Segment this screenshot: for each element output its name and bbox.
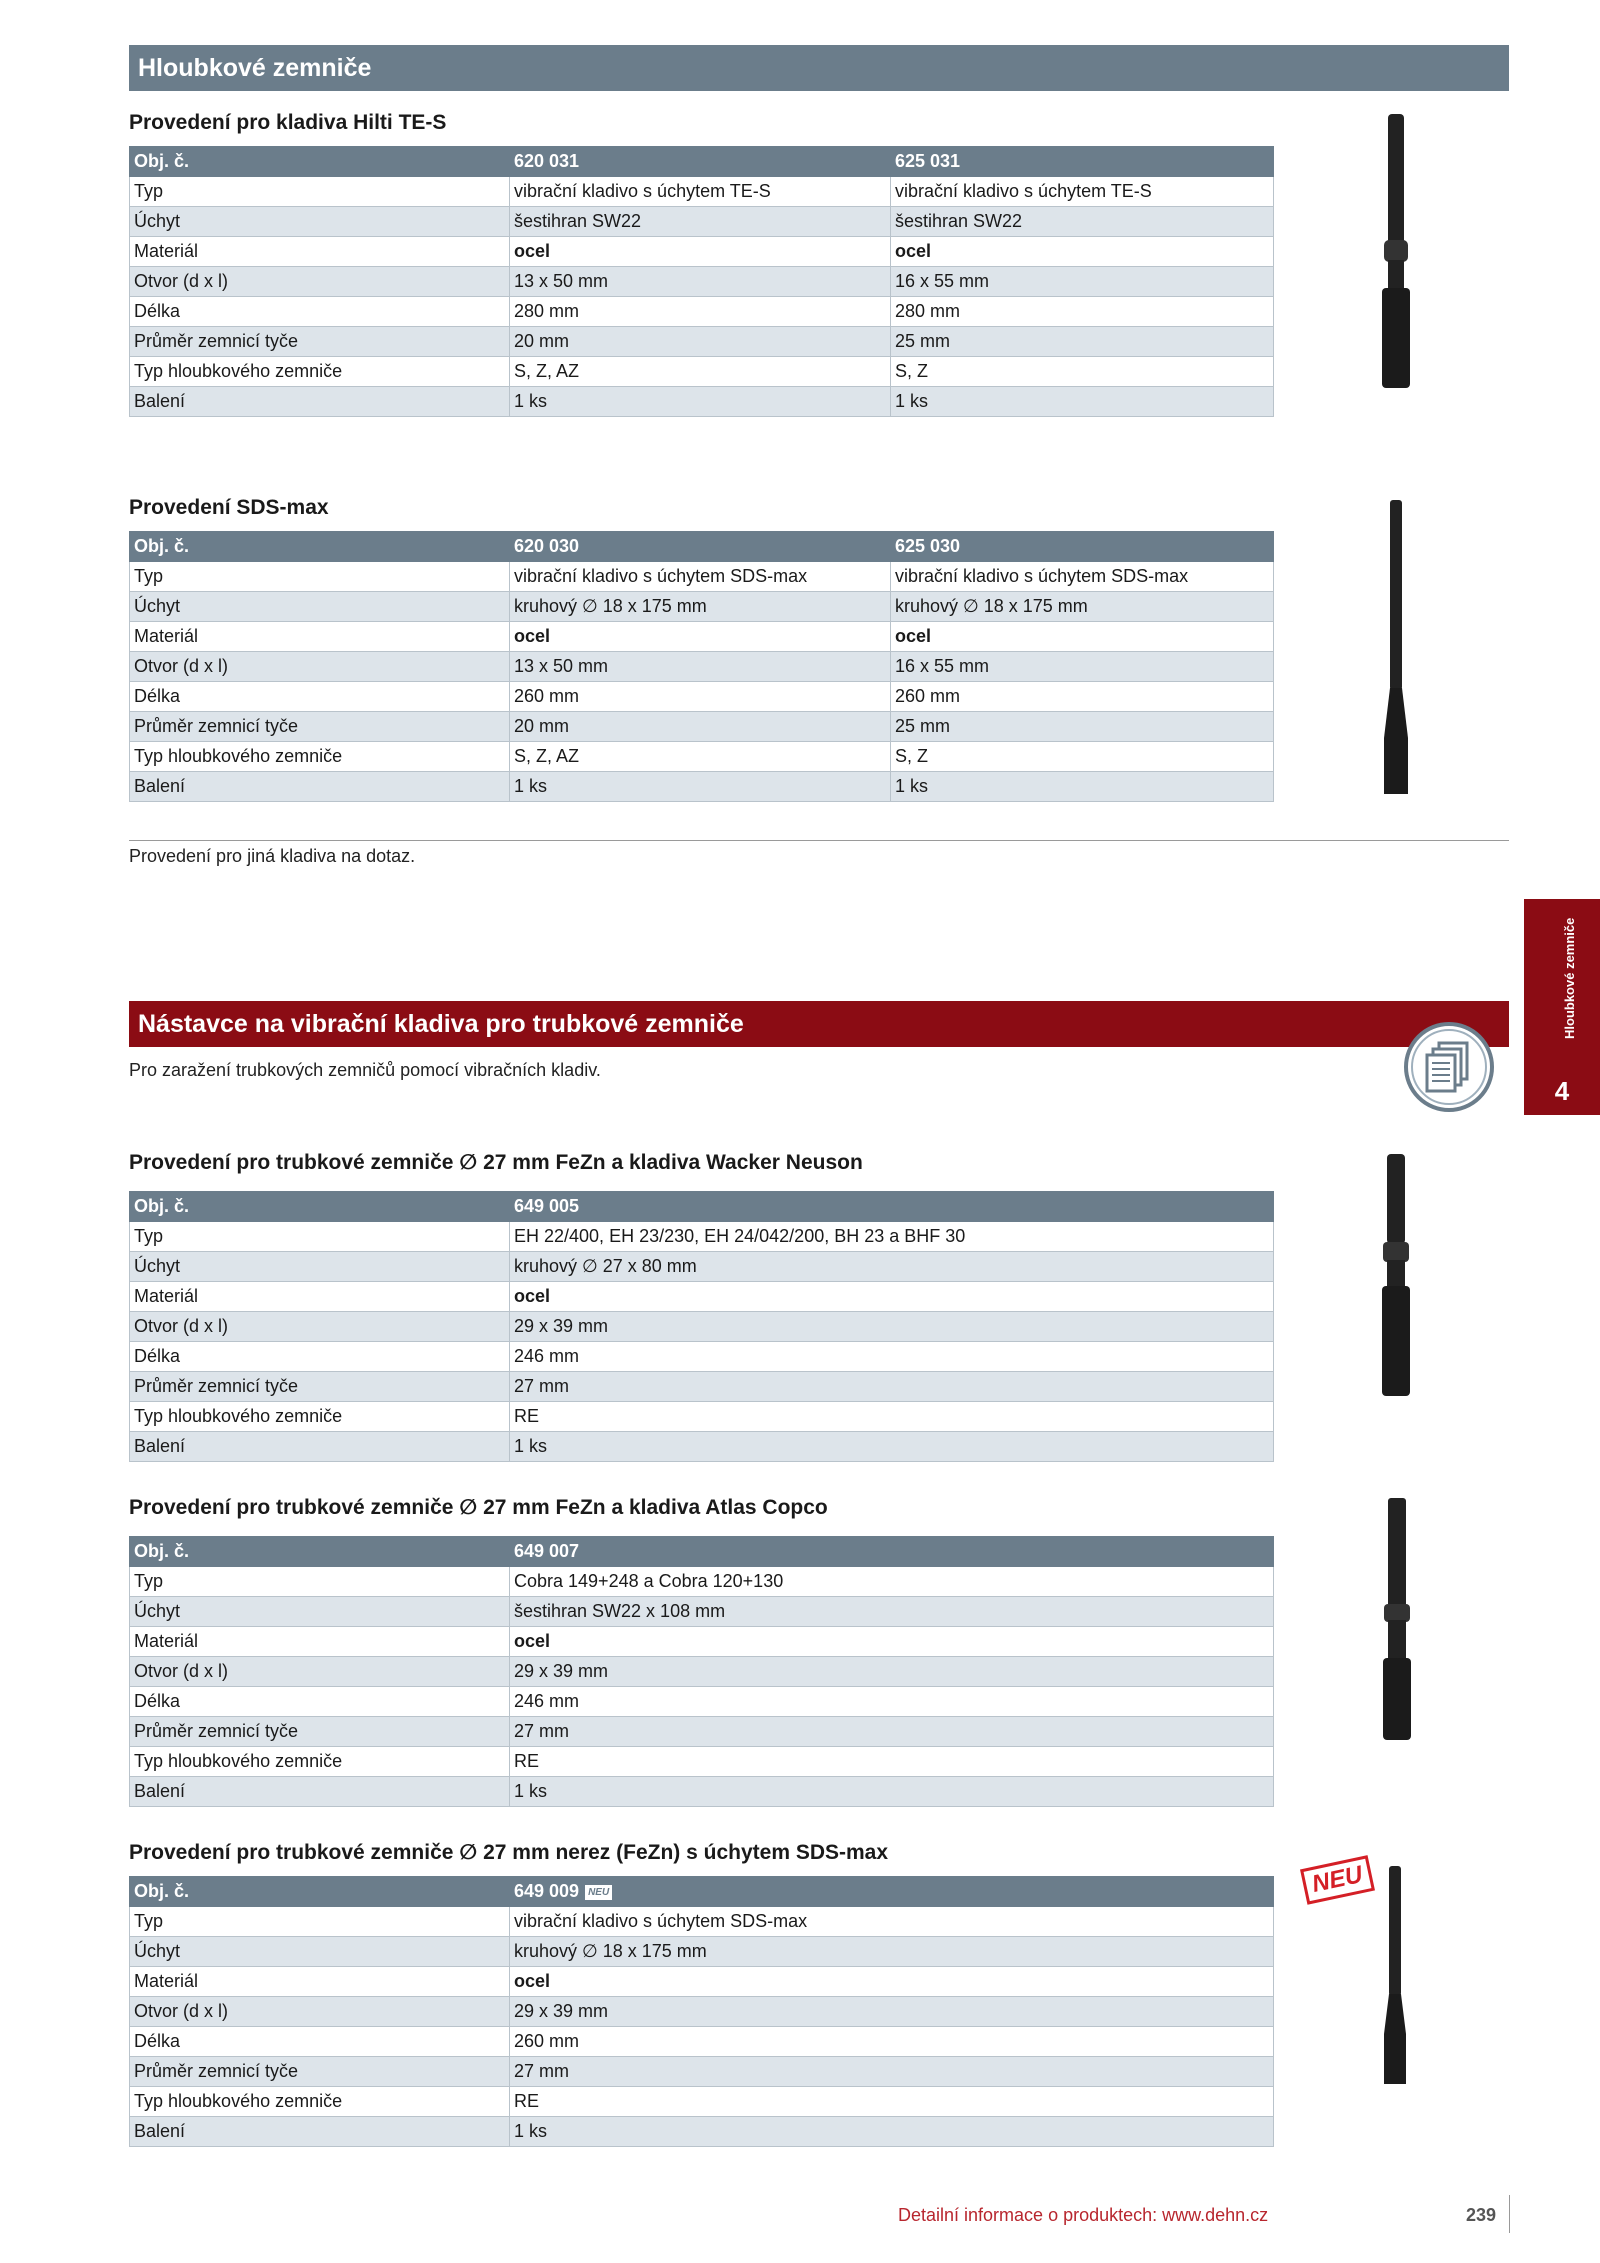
header-cell: 625 030: [891, 532, 1274, 562]
row-value: ocel: [510, 1967, 1274, 1997]
table-row: [130, 1252, 1274, 1282]
table-row: [130, 1907, 1274, 1937]
table-row: [130, 1312, 1274, 1342]
row-value: ocel: [510, 622, 891, 652]
table-row: [130, 237, 1274, 267]
row-label: Úchyt: [130, 1937, 510, 1967]
earth-rod-tool-image: [1376, 112, 1416, 390]
header-cell: 620 030: [510, 532, 891, 562]
row-label: Materiál: [130, 622, 510, 652]
row-label: Balení: [130, 1432, 510, 1462]
earth-rod-tool-image: [1380, 1864, 1410, 2086]
row-label: Průměr zemnicí tyče: [130, 327, 510, 357]
table-row: [130, 562, 1274, 592]
row-value: 260 mm: [510, 2027, 1274, 2057]
header-cell: Obj. č.: [130, 532, 510, 562]
header-cell: 620 031: [510, 147, 891, 177]
table-row: [130, 1282, 1274, 1312]
table-row: [130, 622, 1274, 652]
note-other-hammers: Provedení pro jiná kladiva na dotaz.: [129, 846, 416, 866]
row-value: ocel: [510, 1282, 1274, 1312]
row-value: 16 x 55 mm: [891, 652, 1274, 682]
row-value: 260 mm: [891, 682, 1274, 712]
row-value: 1 ks: [891, 772, 1274, 802]
footer-product-info-link[interactable]: Detailní informace o produktech: www.dehn.cz: [898, 2205, 1269, 2225]
spec-table-sds-max: [129, 531, 1274, 802]
new-stamp: NEU: [1300, 1855, 1375, 1904]
chapter-number: 4: [1554, 1076, 1570, 1106]
row-label: Délka: [130, 682, 510, 712]
row-value: 27 mm: [510, 1717, 1274, 1747]
row-label: Materiál: [130, 1967, 510, 1997]
table-row: [130, 1687, 1274, 1717]
table-row: [130, 742, 1274, 772]
row-value: S, Z: [891, 742, 1274, 772]
row-value: S, Z: [891, 357, 1274, 387]
subtitle-stainless: Provedení pro trubkové zemniče ∅ 27 mm nerez (FeZn) s úchytem SDS-max: [129, 1841, 889, 1864]
table-row: [130, 267, 1274, 297]
table-header-row: [130, 1537, 1274, 1567]
row-value: 13 x 50 mm: [510, 652, 891, 682]
subtitle-wacker: Provedení pro trubkové zemniče ∅ 27 mm FeZn a kladiva Wacker Neuson: [129, 1151, 863, 1174]
table-row: [130, 592, 1274, 622]
row-value: 20 mm: [510, 712, 891, 742]
row-value: 20 mm: [510, 327, 891, 357]
table-row: [130, 2057, 1274, 2087]
table-row: [130, 1432, 1274, 1462]
row-label: Úchyt: [130, 207, 510, 237]
row-value: 29 x 39 mm: [510, 1997, 1274, 2027]
table-header-row: [130, 1192, 1274, 1222]
table-row: [130, 1372, 1274, 1402]
spec-table-stainless: [129, 1876, 1274, 2147]
row-label: Průměr zemnicí tyče: [130, 1372, 510, 1402]
row-label: Úchyt: [130, 1597, 510, 1627]
section-title-ground-rods: Hloubkové zemniče: [129, 45, 1509, 91]
row-label: Typ: [130, 1907, 510, 1937]
row-label: Typ: [130, 562, 510, 592]
table-row: [130, 1567, 1274, 1597]
spec-table-hilti: [129, 146, 1274, 417]
row-value: šestihran SW22 x 108 mm: [510, 1597, 1274, 1627]
row-value: ocel: [510, 1627, 1274, 1657]
row-label: Materiál: [130, 1627, 510, 1657]
row-value: 280 mm: [891, 297, 1274, 327]
row-value: 27 mm: [510, 2057, 1274, 2087]
row-value: vibrační kladivo s úchytem SDS-max: [510, 1907, 1274, 1937]
row-label: Otvor (d x l): [130, 1997, 510, 2027]
row-value: 1 ks: [891, 387, 1274, 417]
table-row: [130, 2117, 1274, 2147]
header-cell: Obj. č.: [130, 1877, 510, 1907]
row-value: RE: [510, 1402, 1274, 1432]
table-row: [130, 2027, 1274, 2057]
row-label: Typ hloubkového zemniče: [130, 357, 510, 387]
header-cell: 649 009 NEU: [510, 1877, 1274, 1907]
table-row: [130, 682, 1274, 712]
row-label: Délka: [130, 2027, 510, 2057]
table-header-row: [130, 147, 1274, 177]
table-row: [130, 1342, 1274, 1372]
earth-rod-tool-image: [1380, 498, 1412, 796]
table-header-row: [130, 1877, 1274, 1907]
chapter-tab[interactable]: [1524, 899, 1600, 1115]
section-title-adapters: Nástavce na vibrační kladiva pro trubkové zemniče: [129, 1001, 1509, 1047]
new-badge: NEU: [585, 1885, 612, 1900]
row-value: 25 mm: [891, 712, 1274, 742]
row-label: Typ: [130, 177, 510, 207]
section-intro: Pro zaražení trubkových zemničů pomocí vibračních kladiv.: [129, 1060, 601, 1080]
row-value: RE: [510, 1747, 1274, 1777]
table-row: [130, 357, 1274, 387]
chapter-tab-label: Hloubkové zemniče: [1562, 917, 1577, 1039]
row-value: vibrační kladivo s úchytem SDS-max: [510, 562, 891, 592]
spec-table-wacker: [129, 1191, 1274, 1462]
row-value: vibrační kladivo s úchytem TE-S: [891, 177, 1274, 207]
row-label: Typ hloubkového zemniče: [130, 1402, 510, 1432]
row-value: S, Z, AZ: [510, 742, 891, 772]
table-header-row: [130, 532, 1274, 562]
row-value: RE: [510, 2087, 1274, 2117]
row-label: Průměr zemnicí tyče: [130, 2057, 510, 2087]
row-label: Úchyt: [130, 592, 510, 622]
row-label: Otvor (d x l): [130, 1312, 510, 1342]
row-value: 1 ks: [510, 1777, 1274, 1807]
row-label: Balení: [130, 387, 510, 417]
row-value: 13 x 50 mm: [510, 267, 891, 297]
table-row: [130, 327, 1274, 357]
row-label: Typ hloubkového zemniče: [130, 2087, 510, 2117]
row-label: Délka: [130, 297, 510, 327]
table-row: [130, 1402, 1274, 1432]
row-value: 246 mm: [510, 1342, 1274, 1372]
header-cell: Obj. č.: [130, 1192, 510, 1222]
document-stack-icon: [1403, 1021, 1495, 1113]
row-label: Balení: [130, 772, 510, 802]
table-row: [130, 1627, 1274, 1657]
header-cell: 649 007: [510, 1537, 1274, 1567]
subtitle-atlas: Provedení pro trubkové zemniče ∅ 27 mm FeZn a kladiva Atlas Copco: [129, 1496, 828, 1519]
row-label: Otvor (d x l): [130, 267, 510, 297]
row-value: kruhový ∅ 18 x 175 mm: [510, 1937, 1274, 1967]
header-cell: Obj. č.: [130, 1537, 510, 1567]
row-value: 1 ks: [510, 1432, 1274, 1462]
row-value: kruhový ∅ 18 x 175 mm: [891, 592, 1274, 622]
table-row: [130, 1222, 1274, 1252]
table-row: [130, 207, 1274, 237]
row-value: Cobra 149+248 a Cobra 120+130: [510, 1567, 1274, 1597]
table-row: [130, 1997, 1274, 2027]
earth-rod-tool-image: [1378, 1496, 1416, 1742]
row-value: 16 x 55 mm: [891, 267, 1274, 297]
row-value: vibrační kladivo s úchytem SDS-max: [891, 562, 1274, 592]
row-label: Délka: [130, 1342, 510, 1372]
row-label: Typ hloubkového zemniče: [130, 1747, 510, 1777]
row-value: 260 mm: [510, 682, 891, 712]
row-value: ocel: [510, 237, 891, 267]
row-label: Materiál: [130, 237, 510, 267]
row-value: 1 ks: [510, 387, 891, 417]
row-value: 29 x 39 mm: [510, 1657, 1274, 1687]
row-label: Otvor (d x l): [130, 652, 510, 682]
row-value: šestihran SW22: [891, 207, 1274, 237]
page-number: 239: [1466, 2205, 1497, 2225]
table-row: [130, 1777, 1274, 1807]
row-label: Průměr zemnicí tyče: [130, 1717, 510, 1747]
table-row: [130, 1937, 1274, 1967]
row-label: Průměr zemnicí tyče: [130, 712, 510, 742]
table-row: [130, 1597, 1274, 1627]
table-row: [130, 1717, 1274, 1747]
table-row: [130, 652, 1274, 682]
row-value: 280 mm: [510, 297, 891, 327]
row-value: 27 mm: [510, 1372, 1274, 1402]
row-label: Balení: [130, 2117, 510, 2147]
table-row: [130, 177, 1274, 207]
row-value: 246 mm: [510, 1687, 1274, 1717]
row-value: 25 mm: [891, 327, 1274, 357]
subtitle-sds-max: Provedení SDS-max: [129, 496, 329, 519]
row-label: Délka: [130, 1687, 510, 1717]
table-row: [130, 772, 1274, 802]
row-value: EH 22/400, EH 23/230, EH 24/042/200, BH 23 a BHF 30: [510, 1222, 1274, 1252]
subtitle-hilti: Provedení pro kladiva Hilti TE-S: [129, 111, 447, 134]
header-cell: 625 031: [891, 147, 1274, 177]
row-label: Typ: [130, 1567, 510, 1597]
table-row: [130, 1747, 1274, 1777]
row-label: Typ: [130, 1222, 510, 1252]
row-label: Balení: [130, 1777, 510, 1807]
table-row: [130, 2087, 1274, 2117]
row-value: kruhový ∅ 27 x 80 mm: [510, 1252, 1274, 1282]
header-cell: 649 005: [510, 1192, 1274, 1222]
table-row: [130, 387, 1274, 417]
table-row: [130, 1967, 1274, 1997]
row-value: ocel: [891, 237, 1274, 267]
row-value: kruhový ∅ 18 x 175 mm: [510, 592, 891, 622]
row-label: Typ hloubkového zemniče: [130, 742, 510, 772]
row-label: Otvor (d x l): [130, 1657, 510, 1687]
divider: [129, 840, 1509, 841]
row-label: Úchyt: [130, 1252, 510, 1282]
page-number-rule: [1509, 2195, 1510, 2233]
header-cell: Obj. č.: [130, 147, 510, 177]
table-row: [130, 297, 1274, 327]
earth-rod-tool-image: [1376, 1152, 1416, 1398]
row-label: Materiál: [130, 1282, 510, 1312]
table-row: [130, 1657, 1274, 1687]
row-value: šestihran SW22: [510, 207, 891, 237]
spec-table-atlas: [129, 1536, 1274, 1807]
row-value: 1 ks: [510, 2117, 1274, 2147]
row-value: vibrační kladivo s úchytem TE-S: [510, 177, 891, 207]
row-value: ocel: [891, 622, 1274, 652]
table-row: [130, 712, 1274, 742]
row-value: 1 ks: [510, 772, 891, 802]
row-value: 29 x 39 mm: [510, 1312, 1274, 1342]
row-value: S, Z, AZ: [510, 357, 891, 387]
